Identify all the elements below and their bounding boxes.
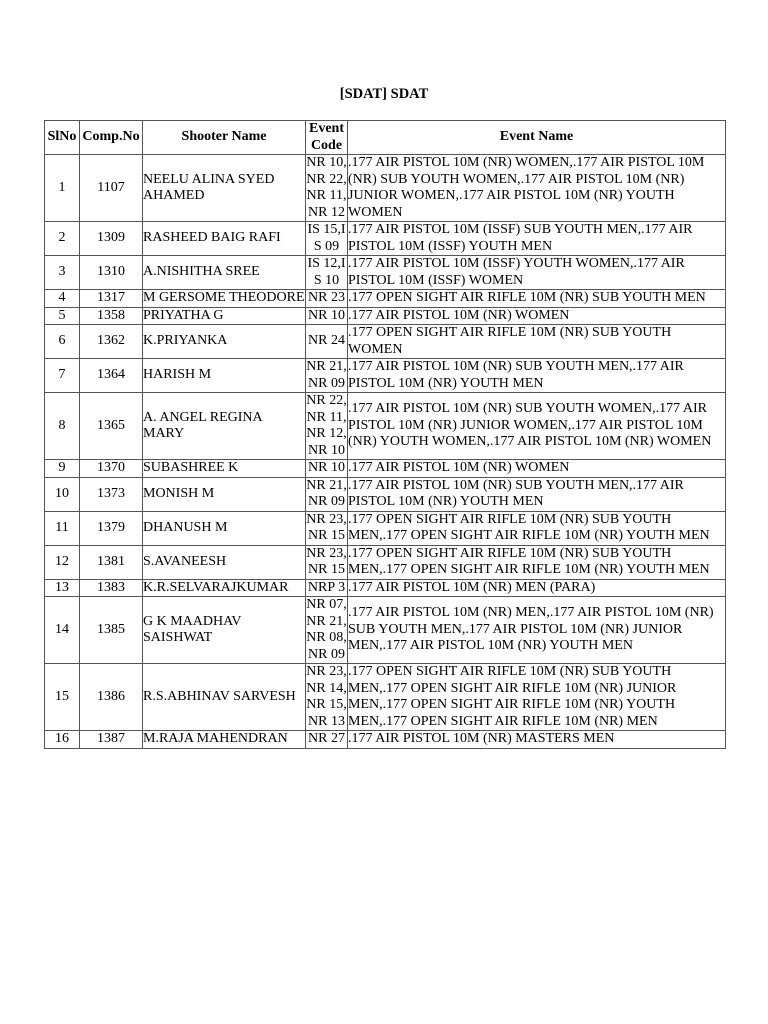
table-header-row <box>45 121 726 155</box>
table-body <box>45 155 726 749</box>
cell-shooter-name: R.S.ABHINAV SARVESH <box>143 664 306 731</box>
cell-event-code: NR 24 <box>306 325 348 359</box>
cell-comp-no: 1310 <box>80 256 143 290</box>
shooter-entries-table <box>44 120 726 749</box>
header-comp-no: Comp.No <box>80 121 143 155</box>
table-row <box>45 222 726 256</box>
table-row <box>45 664 726 731</box>
cell-event-name: .177 AIR PISTOL 10M (NR) SUB YOUTH MEN,.177 AIR PISTOL 10M (NR) YOUTH MEN <box>348 359 726 393</box>
cell-slno: 5 <box>45 307 80 325</box>
cell-slno: 14 <box>45 597 80 664</box>
cell-comp-no: 1373 <box>80 477 143 511</box>
cell-event-name: .177 AIR PISTOL 10M (NR) WOMEN,.177 AIR PISTOL 10M (NR) SUB YOUTH WOMEN,.177 AIR PISTOL 10M (NR) JUNIOR WOMEN,.177 AIR PISTOL 10M (NR) YOUTH WOMEN <box>348 155 726 222</box>
cell-event-name: .177 OPEN SIGHT AIR RIFLE 10M (NR) SUB YOUTH MEN,.177 OPEN SIGHT AIR RIFLE 10M (NR) YOUTH MEN <box>348 545 726 579</box>
cell-event-name: .177 OPEN SIGHT AIR RIFLE 10M (NR) SUB YOUTH MEN,.177 OPEN SIGHT AIR RIFLE 10M (NR) YOUTH MEN <box>348 511 726 545</box>
cell-slno: 15 <box>45 664 80 731</box>
cell-shooter-name: HARISH M <box>143 359 306 393</box>
cell-shooter-name: K.PRIYANKA <box>143 325 306 359</box>
cell-event-code: NR 10 <box>306 307 348 325</box>
cell-event-name: .177 OPEN SIGHT AIR RIFLE 10M (NR) SUB YOUTH MEN <box>348 290 726 308</box>
cell-comp-no: 1379 <box>80 511 143 545</box>
cell-shooter-name: PRIYATHA G <box>143 307 306 325</box>
cell-shooter-name: NEELU ALINA SYED AHAMED <box>143 155 306 222</box>
cell-shooter-name: DHANUSH M <box>143 511 306 545</box>
cell-comp-no: 1381 <box>80 545 143 579</box>
cell-comp-no: 1309 <box>80 222 143 256</box>
cell-comp-no: 1385 <box>80 597 143 664</box>
cell-slno: 13 <box>45 579 80 597</box>
cell-event-name: .177 AIR PISTOL 10M (ISSF) SUB YOUTH MEN,.177 AIR PISTOL 10M (ISSF) YOUTH MEN <box>348 222 726 256</box>
cell-slno: 2 <box>45 222 80 256</box>
table-row <box>45 359 726 393</box>
cell-slno: 1 <box>45 155 80 222</box>
cell-slno: 9 <box>45 460 80 478</box>
cell-event-code: NR 10 <box>306 460 348 478</box>
cell-event-name: .177 AIR PISTOL 10M (NR) SUB YOUTH MEN,.177 AIR PISTOL 10M (NR) YOUTH MEN <box>348 477 726 511</box>
table-row <box>45 579 726 597</box>
cell-event-code: NR 07,NR 21,NR 08,NR 09 <box>306 597 347 662</box>
cell-event-name: .177 AIR PISTOL 10M (NR) MASTERS MEN <box>348 731 726 749</box>
cell-event-code: NR 23,NR 15 <box>306 511 347 543</box>
cell-event-name: .177 AIR PISTOL 10M (NR) WOMEN <box>348 460 726 478</box>
cell-event-code: IS 15,IS 09 <box>307 222 346 254</box>
cell-comp-no: 1387 <box>80 731 143 749</box>
cell-slno: 6 <box>45 325 80 359</box>
table-row <box>45 290 726 308</box>
cell-comp-no: 1383 <box>80 579 143 597</box>
cell-comp-no: 1364 <box>80 359 143 393</box>
cell-slno: 10 <box>45 477 80 511</box>
table-row <box>45 256 726 290</box>
cell-slno: 12 <box>45 545 80 579</box>
cell-event-name: .177 OPEN SIGHT AIR RIFLE 10M (NR) SUB YOUTH MEN,.177 OPEN SIGHT AIR RIFLE 10M (NR) JUNIOR MEN,.177 OPEN SIGHT AIR RIFLE 10M (NR) YOUTH MEN,.177 OPEN SIGHT AIR RIFLE 10M (NR) MEN <box>348 664 726 731</box>
cell-event-code: NR 23,NR 15 <box>306 545 347 577</box>
cell-event-code: NR 21,NR 09 <box>306 477 347 509</box>
cell-event-code: NR 23,NR 14,NR 15,NR 13 <box>306 664 347 729</box>
header-event-code: Event Code <box>306 121 348 155</box>
table-row <box>45 325 726 359</box>
cell-slno: 16 <box>45 731 80 749</box>
cell-shooter-name: K.R.SELVARAJKUMAR <box>143 579 306 597</box>
table-row <box>45 477 726 511</box>
cell-event-name: .177 AIR PISTOL 10M (NR) SUB YOUTH WOMEN,.177 AIR PISTOL 10M (NR) JUNIOR WOMEN,.177 AIR PISTOL 10M (NR) YOUTH WOMEN,.177 AIR PISTOL 10M (NR) WOMEN <box>348 393 726 460</box>
cell-event-code: NR 27 <box>306 731 348 749</box>
table-row <box>45 307 726 325</box>
cell-event-name: .177 AIR PISTOL 10M (NR) WOMEN <box>348 307 726 325</box>
cell-comp-no: 1358 <box>80 307 143 325</box>
cell-event-code: NR 21,NR 09 <box>306 359 347 391</box>
cell-shooter-name: A.NISHITHA SREE <box>143 256 306 290</box>
cell-shooter-name: M GERSOME THEODORE <box>143 290 305 305</box>
cell-shooter-name: MONISH M <box>143 477 306 511</box>
cell-event-code: NR 10,NR 22,NR 11,NR 12 <box>306 155 347 220</box>
table-row <box>45 460 726 478</box>
cell-comp-no: 1317 <box>80 290 143 308</box>
cell-slno: 7 <box>45 359 80 393</box>
cell-slno: 4 <box>45 290 80 308</box>
cell-event-code: NR 22,NR 11,NR 12,NR 10 <box>306 393 347 458</box>
table-row <box>45 393 726 460</box>
header-slno: SlNo <box>45 121 80 155</box>
table-row <box>45 597 726 664</box>
cell-comp-no: 1370 <box>80 460 143 478</box>
cell-shooter-name: M.RAJA MAHENDRAN <box>143 731 306 749</box>
cell-comp-no: 1362 <box>80 325 143 359</box>
cell-comp-no: 1365 <box>80 393 143 460</box>
table-row <box>45 511 726 545</box>
cell-shooter-name: S.AVANEESH <box>143 545 306 579</box>
cell-shooter-name: RASHEED BAIG RAFI <box>143 222 306 256</box>
cell-event-code: NR 23 <box>306 290 348 308</box>
header-event-name: Event Name <box>348 121 726 155</box>
page-title: [SDAT] SDAT <box>339 86 429 102</box>
cell-event-name: .177 OPEN SIGHT AIR RIFLE 10M (NR) SUB YOUTH WOMEN <box>348 325 726 359</box>
header-shooter-name: Shooter Name <box>143 121 306 155</box>
cell-shooter-name: A. ANGEL REGINA MARY <box>143 393 306 460</box>
cell-event-code: IS 12,IS 10 <box>307 256 346 288</box>
cell-comp-no: 1107 <box>80 155 143 222</box>
cell-event-name: .177 AIR PISTOL 10M (ISSF) YOUTH WOMEN,.177 AIR PISTOL 10M (ISSF) WOMEN <box>348 256 726 290</box>
table-row <box>45 155 726 222</box>
cell-shooter-name: G K MAADHAV SAISHWAT <box>143 597 306 664</box>
cell-slno: 3 <box>45 256 80 290</box>
cell-slno: 8 <box>45 393 80 460</box>
cell-event-name: .177 AIR PISTOL 10M (NR) MEN,.177 AIR PISTOL 10M (NR) SUB YOUTH MEN,.177 AIR PISTOL 10M (NR) JUNIOR MEN,.177 AIR PISTOL 10M (NR) YOUTH MEN <box>348 597 726 664</box>
cell-shooter-name: SUBASHREE K <box>143 460 306 478</box>
table-row <box>45 731 726 749</box>
cell-event-code: NRP 3 <box>306 579 348 597</box>
table-row <box>45 545 726 579</box>
cell-event-name: .177 AIR PISTOL 10M (NR) MEN (PARA) <box>348 579 726 597</box>
cell-slno: 11 <box>45 511 80 545</box>
cell-comp-no: 1386 <box>80 664 143 731</box>
